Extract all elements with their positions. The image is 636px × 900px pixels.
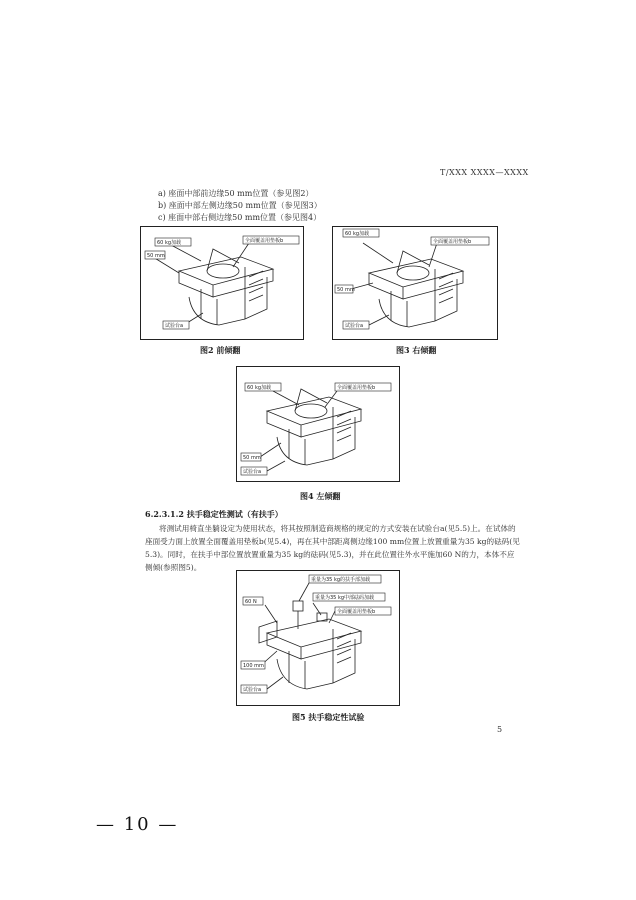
figure-3 xyxy=(332,226,498,340)
fig2-stand-label: 试验台a xyxy=(165,323,184,329)
figure-2-caption: 图2 前倾翻 xyxy=(200,345,241,355)
figure-3-caption: 图3 右倾翻 xyxy=(396,345,437,355)
fig2-dist-label: 50 mm xyxy=(147,253,165,259)
fig3-plate-label: 全面覆盖用垫板b xyxy=(433,239,472,245)
fig2-plate-label: 全面覆盖用垫板b xyxy=(245,238,284,244)
fig5-plate-label: 全面覆盖用垫板b xyxy=(337,609,376,615)
outer-page-number: — 10 — xyxy=(96,814,179,835)
section-title: 6.2.3.1.2 扶手稳定性测试（有扶手） xyxy=(145,509,283,519)
fig2-load-label: 60 kg加载 xyxy=(157,240,182,246)
fig4-stand-label: 试验台a xyxy=(243,469,262,475)
figure-2 xyxy=(140,226,304,340)
fig4-load-label: 60 kg加载 xyxy=(247,385,272,391)
list-item-b: b) 座面中部左侧边缘50 mm位置（参见图3） xyxy=(158,201,322,210)
section-paragraph: 将测试用椅直坐躺设定为使用状态，将其按照制造商规格的规定的方式安装在试验台a(见5.5)上。在试体的座面受力面上放置全面覆盖用垫板b(见5.4)，再在其中部距离侧边缘100 mm位置上放置重量为35 kg的砝码(见5.3)。同时，在扶手中部位置放置重量为35 kg的砝码(见5.3)，并在此位置往外水平施加60 N的力，本体不应侧倾(参照图5)。 xyxy=(145,524,520,572)
list-item-a: a) 座面中部前边缘50 mm位置（参见图2） xyxy=(158,189,314,198)
fig4-dist-label: 50 mm xyxy=(243,455,261,461)
figure-5 xyxy=(236,570,400,706)
fig3-dist-label: 50 mm xyxy=(337,287,355,293)
fig5-force-label: 60 N xyxy=(245,599,257,605)
fig4-plate-label: 全面覆盖用垫板b xyxy=(337,385,376,391)
figure-5-caption: 图5 扶手稳定性试验 xyxy=(292,712,365,722)
fig5-stand-label: 试验台a xyxy=(243,687,262,693)
fig5-mid-label: 重量为35 kg中部砝码加载 xyxy=(315,595,375,601)
figure-4 xyxy=(236,366,400,482)
list-item-c: c) 座面中部右侧边缘50 mm位置（参见图4） xyxy=(158,213,322,222)
fig3-load-label: 60 kg加载 xyxy=(345,231,370,237)
fig3-stand-label: 试验台a xyxy=(345,323,364,329)
page-number: 5 xyxy=(497,725,503,734)
standard-number: T/XXX XXXX—XXXX xyxy=(440,168,529,177)
figure-4-caption: 图4 左倾翻 xyxy=(300,491,341,501)
fig5-top-label: 重量为35 kg的扶手部加载 xyxy=(311,577,371,583)
fig5-dist-label: 100 mm xyxy=(243,663,264,669)
